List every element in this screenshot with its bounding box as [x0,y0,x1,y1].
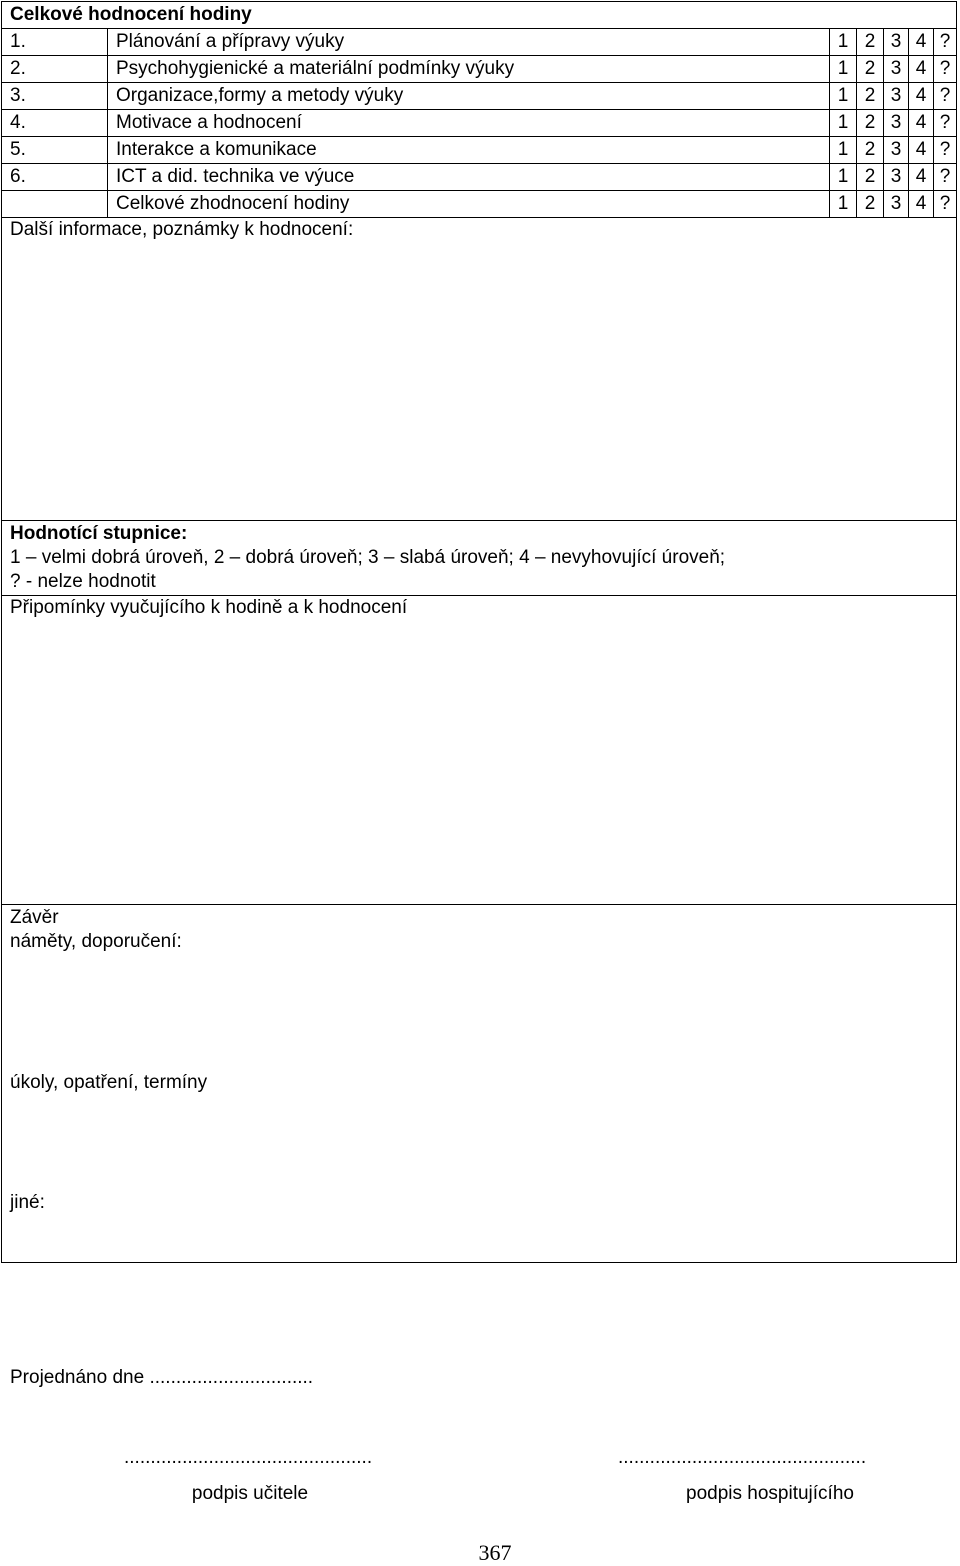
score-option[interactable]: 3 [884,83,909,110]
remarks-label: Připomínky vyučujícího k hodině a k hodnocení [10,597,408,618]
conclusion-title: Závěr [10,907,59,928]
criterion-label: Interakce a komunikace [108,137,830,164]
page-number: 367 [478,1540,512,1565]
criterion-row [2,164,957,191]
score-option[interactable]: 1 [830,29,857,56]
criterion-row [2,83,957,110]
criterion-number: 1. [2,29,108,56]
remarks-cell[interactable] [2,596,957,905]
remarks-row [2,596,957,905]
scale-row [2,521,957,596]
score-option[interactable]: 4 [909,191,934,218]
score-option[interactable]: 4 [909,83,934,110]
score-option[interactable]: 2 [857,110,884,137]
criterion-label: Psychohygienické a materiální podmínky výuky [108,56,830,83]
teacher-signature-line[interactable]: ............................................... [124,1447,373,1468]
criterion-number: 3. [2,83,108,110]
criterion-number [2,191,108,218]
scale-line-1: 1 – velmi dobrá úroveň, 2 – dobrá úroveň; 3 – slabá úroveň; 4 – nevyhovující úroveň; [10,547,726,568]
criterion-row [2,110,957,137]
criterion-row [2,137,957,164]
score-option[interactable]: 4 [909,164,934,191]
notes-row [2,218,957,521]
score-option[interactable]: 2 [857,191,884,218]
score-option[interactable]: 3 [884,164,909,191]
score-option[interactable]: 1 [830,56,857,83]
scale-line-2: ? - nelze hodnotit [10,571,156,592]
score-option[interactable]: ? [934,29,957,56]
score-option[interactable]: 3 [884,29,909,56]
score-option[interactable]: 1 [830,191,857,218]
suggestions-label: náměty, doporučení: [10,931,182,952]
inspector-signature-label: podpis hospitujícího [686,1483,854,1504]
score-option[interactable]: 2 [857,164,884,191]
other-label: jiné: [10,1192,45,1213]
scale-title: Hodnotící stupnice: [10,523,188,544]
form-title-row [2,2,957,29]
criterion-label: Organizace,formy a metody výuky [108,83,830,110]
score-option[interactable]: 1 [830,83,857,110]
score-option[interactable]: 2 [857,83,884,110]
inspector-signature-line[interactable]: ............................................... [618,1447,867,1468]
tasks-label: úkoly, opatření, termíny [10,1072,208,1093]
criterion-number: 5. [2,137,108,164]
score-option[interactable]: ? [934,83,957,110]
criterion-label: Celkové zhodnocení hodiny [108,191,830,218]
score-option[interactable]: ? [934,191,957,218]
criterion-number: 2. [2,56,108,83]
score-option[interactable]: 2 [857,56,884,83]
score-option[interactable]: 2 [857,29,884,56]
criterion-number: 4. [2,110,108,137]
score-option[interactable]: 3 [884,137,909,164]
teacher-signature-label: podpis učitele [191,1483,309,1504]
score-option[interactable]: ? [934,164,957,191]
score-option[interactable]: ? [934,56,957,83]
form-title: Celkové hodnocení hodiny [2,2,957,29]
discussed-date[interactable]: Projednáno dne ............................... [10,1367,314,1388]
criterion-label: Plánování a přípravy výuky [108,29,830,56]
scale-cell [2,521,957,596]
score-option[interactable]: 4 [909,110,934,137]
score-option[interactable]: 4 [909,137,934,164]
score-option[interactable]: 1 [830,137,857,164]
criterion-row [2,29,957,56]
score-option[interactable]: 3 [884,191,909,218]
evaluation-form-table [1,1,957,1263]
notes-label: Další informace, poznámky k hodnocení: [10,219,354,240]
criterion-label: ICT a did. technika ve výuce [108,164,830,191]
score-option[interactable]: 4 [909,56,934,83]
score-option[interactable]: ? [934,137,957,164]
conclusion-cell[interactable] [2,905,957,1263]
score-option[interactable]: 3 [884,56,909,83]
score-option[interactable]: 1 [830,164,857,191]
notes-cell[interactable] [2,218,957,521]
score-option[interactable]: 4 [909,29,934,56]
criterion-label: Motivace a hodnocení [108,110,830,137]
criterion-row [2,56,957,83]
criterion-row [2,191,957,218]
score-option[interactable]: 2 [857,137,884,164]
conclusion-row [2,905,957,1263]
score-option[interactable]: 3 [884,110,909,137]
criterion-number: 6. [2,164,108,191]
score-option[interactable]: ? [934,110,957,137]
score-option[interactable]: 1 [830,110,857,137]
